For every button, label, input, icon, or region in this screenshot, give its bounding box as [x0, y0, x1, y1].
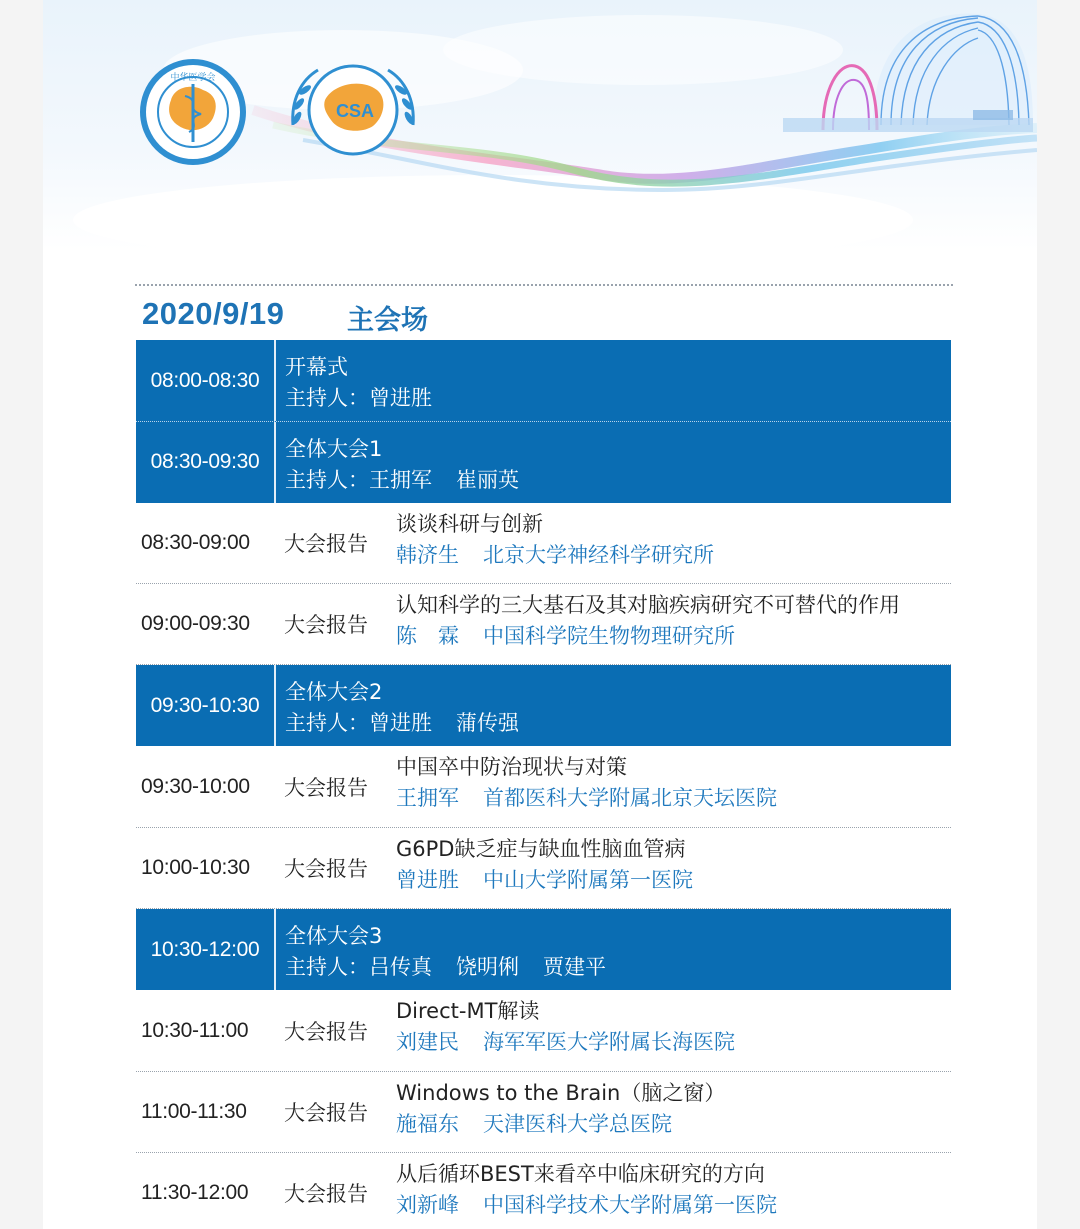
talk-details [396, 590, 900, 652]
talk-type: 大会报告 [284, 613, 368, 638]
session-hosts [285, 383, 432, 414]
speaker-name: 施福东 [396, 1111, 459, 1136]
talk-time: 10:00-10:30 [141, 855, 250, 879]
talk-type: 大会报告 [284, 1182, 368, 1207]
session-details [285, 677, 519, 739]
host-label: 主持人： [285, 711, 369, 736]
host-label: 主持人： [285, 468, 369, 493]
talk-type: 大会报告 [284, 775, 368, 800]
talk-details [396, 752, 777, 814]
talk-row [136, 828, 951, 909]
talk-title: 谈谈科研与创新 [396, 511, 543, 536]
session-title: 全体大会2 [285, 680, 383, 705]
session-details [285, 352, 432, 414]
talk-row [136, 1153, 951, 1229]
talk-row [136, 746, 951, 827]
talk-time: 11:00-11:30 [141, 1099, 247, 1123]
talk-details [396, 834, 693, 896]
session-host: 王拥军 [369, 468, 432, 493]
talk-time: 08:30-09:00 [141, 530, 250, 554]
talk-speaker-line [396, 1027, 735, 1058]
talk-time: 10:30-11:00 [141, 1018, 249, 1042]
page [43, 0, 1037, 1229]
talk-speaker-line [396, 621, 900, 652]
talk-speaker-line [396, 540, 714, 571]
session-row [136, 421, 951, 502]
session-title: 全体大会3 [285, 924, 383, 949]
session-row [136, 665, 951, 746]
talk-time: 09:30-10:00 [141, 774, 250, 798]
speaker-institution: 中国科学技术大学附属第一医院 [483, 1192, 777, 1217]
session-host: 崔丽英 [456, 468, 519, 493]
session-time: 10:30-12:00 [136, 909, 276, 990]
talk-title: 认知科学的三大基石及其对脑疾病研究不可替代的作用 [396, 592, 900, 617]
talk-speaker-line [396, 1109, 725, 1140]
session-time: 08:30-09:30 [136, 422, 276, 502]
speaker-name: 刘新峰 [396, 1192, 459, 1217]
venue-name: 主会场 [347, 305, 428, 336]
session-title: 开幕式 [285, 355, 348, 379]
speaker-institution: 海军军医大学附属长海医院 [483, 1030, 735, 1055]
talk-speaker-line [396, 783, 777, 814]
talk-title: 从后循环BEST来看卒中临床研究的方向 [396, 1161, 765, 1186]
speaker-name: 王拥军 [396, 786, 459, 811]
session-row [136, 909, 951, 990]
talk-type: 大会报告 [284, 1100, 368, 1125]
talk-row [136, 990, 951, 1071]
talk-row [136, 503, 951, 584]
talk-speaker-line [396, 865, 693, 896]
session-details [285, 434, 519, 496]
speaker-name: 韩济生 [396, 542, 459, 567]
svg-text:中华医学会: 中华医学会 [170, 73, 216, 83]
talk-title: 中国卒中防治现状与对策 [396, 755, 627, 780]
talk-title: Direct-MT解读 [396, 999, 540, 1024]
schedule-table [136, 340, 951, 1229]
chinese-medical-association-logo [143, 62, 243, 162]
talk-row [136, 584, 951, 665]
csa-logo-text: CSA [335, 101, 375, 121]
talk-speaker-line [396, 1190, 777, 1221]
speaker-name: 陈 霖 [396, 623, 459, 648]
speaker-institution: 中山大学附属第一医院 [483, 867, 693, 892]
session-time: 09:30-10:30 [136, 665, 276, 746]
talk-row [136, 1072, 951, 1153]
talk-title: G6PD缺乏症与缺血性脑血管病 [396, 836, 686, 861]
host-label: 主持人： [285, 386, 369, 410]
session-details [285, 921, 606, 983]
session-host: 曾进胜 [369, 711, 432, 736]
speaker-name: 曾进胜 [396, 867, 459, 892]
talk-time: 11:30-12:00 [141, 1181, 249, 1205]
talk-details [396, 509, 714, 571]
session-host: 曾进胜 [369, 386, 432, 410]
speaker-name: 刘建民 [396, 1030, 459, 1055]
host-label: 主持人： [285, 955, 369, 980]
talk-type: 大会报告 [284, 856, 368, 881]
session-host: 贾建平 [543, 955, 606, 980]
session-hosts [285, 952, 606, 983]
talk-time: 09:00-09:30 [141, 612, 250, 636]
session-hosts [285, 708, 519, 739]
schedule-date: 2020/9/19 [142, 296, 285, 331]
header-banner [43, 0, 1037, 250]
talk-type: 大会报告 [284, 1019, 368, 1044]
speaker-institution: 中国科学院生物物理研究所 [483, 623, 735, 648]
speaker-institution: 首都医科大学附属北京天坛医院 [483, 786, 777, 811]
speaker-institution: 北京大学神经科学研究所 [483, 542, 714, 567]
session-host: 吕传真 [369, 955, 432, 980]
speaker-institution: 天津医科大学总医院 [483, 1111, 672, 1136]
session-hosts [285, 465, 519, 496]
schedule-header [135, 284, 953, 340]
session-row [136, 340, 951, 421]
talk-title: Windows to the Brain（脑之窗） [396, 1080, 726, 1105]
session-host: 蒲传强 [456, 711, 519, 736]
talk-details [396, 1159, 777, 1221]
talk-details [396, 1078, 725, 1140]
talk-details [396, 996, 735, 1058]
session-time: 08:00-08:30 [136, 340, 276, 421]
talk-type: 大会报告 [284, 531, 368, 556]
session-host: 饶明俐 [456, 955, 519, 980]
session-title: 全体大会1 [285, 437, 383, 462]
